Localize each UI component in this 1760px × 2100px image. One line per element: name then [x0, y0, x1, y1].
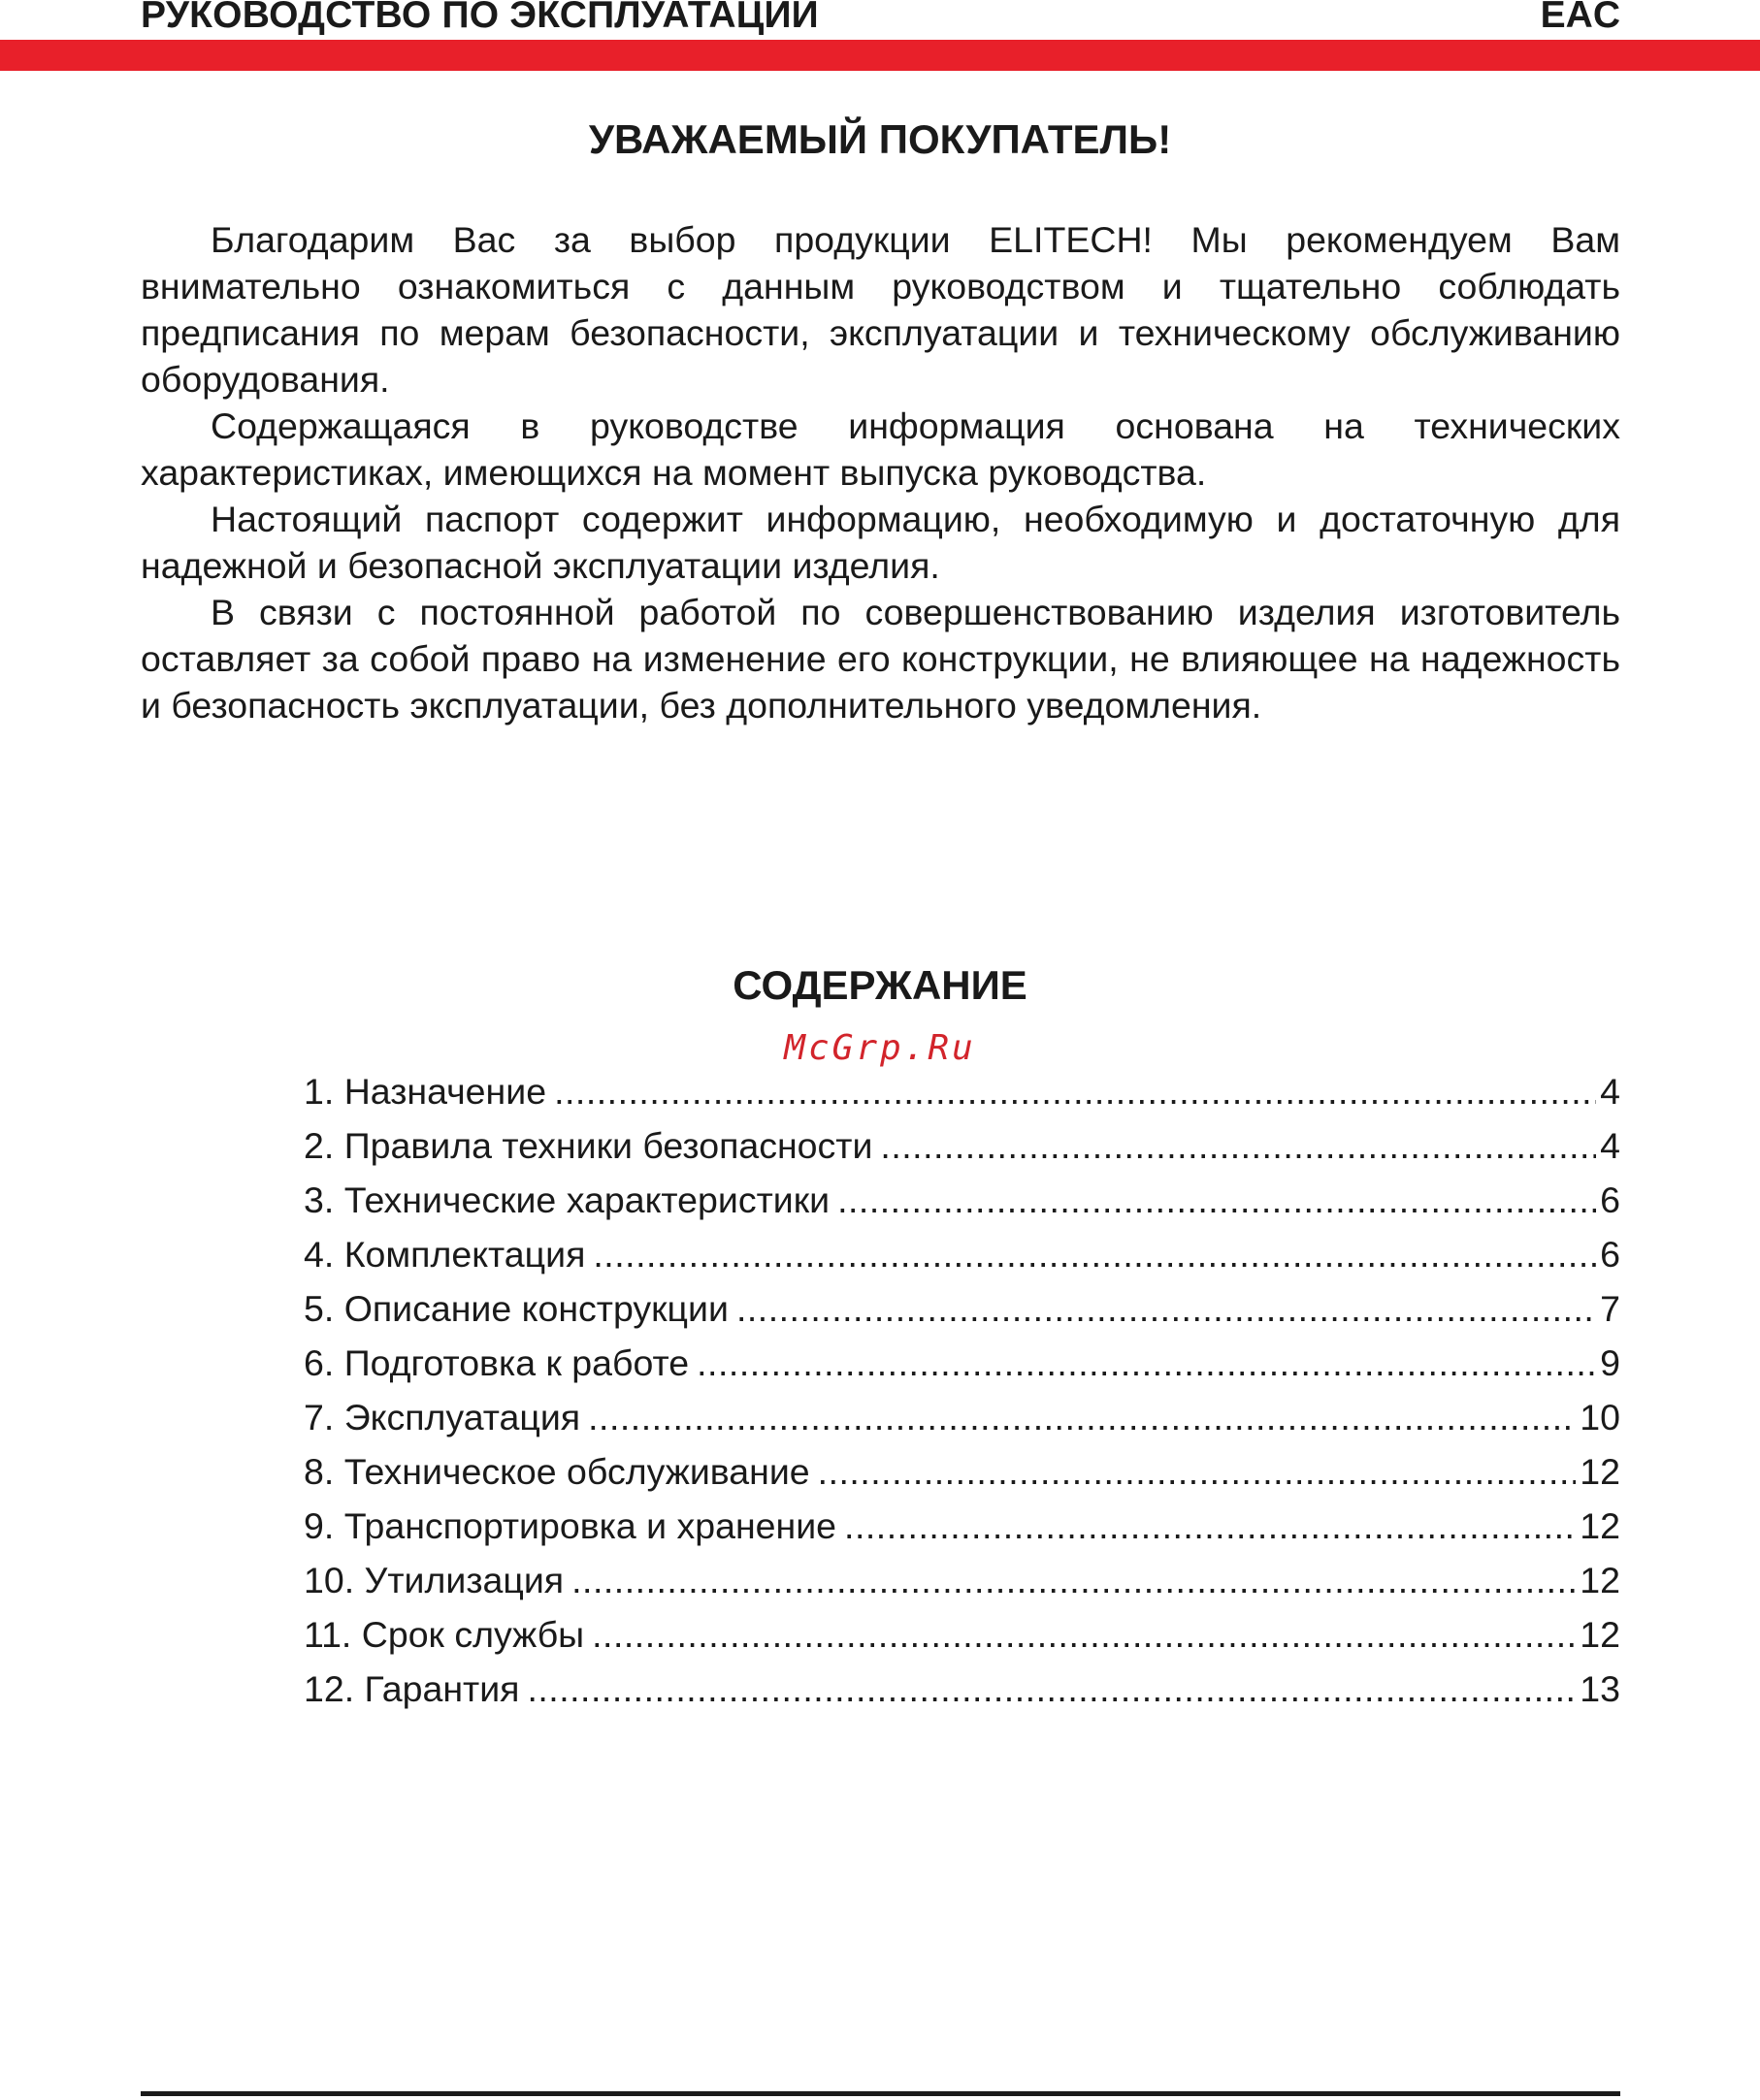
- toc-page-number: 10: [1580, 1397, 1620, 1438]
- toc-page-number: 7: [1600, 1288, 1620, 1329]
- toc-item[interactable]: [304, 1064, 1620, 1118]
- toc-item-label: 7. Эксплуатация: [304, 1397, 581, 1438]
- table-of-contents: [304, 1064, 1620, 1716]
- toc-dot-leader: [844, 1499, 1576, 1553]
- toc-page-number: 12: [1580, 1505, 1620, 1546]
- toc-dot-leader: [527, 1662, 1576, 1716]
- toc-item[interactable]: [304, 1173, 1620, 1227]
- contents-title: СОДЕРЖАНИЕ: [733, 962, 1027, 1008]
- toc-item[interactable]: [304, 1662, 1620, 1716]
- bottom-rule: [141, 2091, 1620, 2096]
- document-header-title: РУКОВОДСТВО ПО ЭКСПЛУАТАЦИИ: [141, 0, 819, 36]
- toc-item[interactable]: [304, 1444, 1620, 1499]
- intro-paragraph: Настоящий паспорт содержит информацию, необходимую и достаточную для надежной и безопасной эксплуатации изделия.: [141, 499, 1620, 586]
- toc-dot-leader: [592, 1607, 1576, 1662]
- toc-dot-leader: [837, 1173, 1596, 1227]
- toc-page-number: 9: [1600, 1342, 1620, 1383]
- toc-item[interactable]: [304, 1607, 1620, 1662]
- toc-item[interactable]: [304, 1336, 1620, 1390]
- toc-item[interactable]: [304, 1499, 1620, 1553]
- toc-item[interactable]: [304, 1227, 1620, 1281]
- toc-page-number: 13: [1580, 1668, 1620, 1709]
- toc-item-label: 6. Подготовка к работе: [304, 1342, 690, 1383]
- toc-page-number: 12: [1580, 1614, 1620, 1655]
- toc-item-label: 5. Описание конструкции: [304, 1288, 729, 1329]
- toc-item-label: 8. Техническое обслуживание: [304, 1451, 810, 1492]
- toc-item-label: 1. Назначение: [304, 1071, 547, 1112]
- toc-page-number: 12: [1580, 1560, 1620, 1600]
- toc-dot-leader: [880, 1118, 1596, 1173]
- watermark-link[interactable]: McGrp.Ru: [784, 1028, 976, 1068]
- intro-paragraph: В связи с постоянной работой по совершенствованию изделия изготовитель оставляет за собой право на изменение его конструкции, не влияющее на надежность и безопасность эксплуатации, без дополнительного уведомления.: [141, 592, 1620, 726]
- intro-text: [141, 216, 1620, 728]
- toc-item-label: 10. Утилизация: [304, 1560, 565, 1600]
- toc-item-label: 3. Технические характеристики: [304, 1179, 831, 1220]
- toc-dot-leader: [818, 1444, 1577, 1499]
- header-red-band: [0, 40, 1760, 71]
- toc-dot-leader: [571, 1553, 1576, 1607]
- toc-page-number: 4: [1600, 1125, 1620, 1166]
- toc-dot-leader: [736, 1281, 1596, 1336]
- toc-dot-leader: [697, 1336, 1596, 1390]
- toc-page-number: 6: [1600, 1179, 1620, 1220]
- toc-page-number: 12: [1580, 1451, 1620, 1492]
- toc-item[interactable]: [304, 1118, 1620, 1173]
- toc-item-label: 12. Гарантия: [304, 1668, 520, 1709]
- greeting-title: УВАЖАЕМЫЙ ПОКУПАТЕЛЬ!: [588, 116, 1172, 162]
- toc-item[interactable]: [304, 1390, 1620, 1444]
- toc-item[interactable]: [304, 1281, 1620, 1336]
- eac-mark: EAC: [1540, 0, 1620, 36]
- toc-item-label: 4. Комплектация: [304, 1234, 586, 1275]
- toc-item[interactable]: [304, 1553, 1620, 1607]
- toc-item-label: 9. Транспортировка и хранение: [304, 1505, 837, 1546]
- toc-page-number: 4: [1600, 1071, 1620, 1112]
- intro-paragraph: Содержащаяся в руководстве информация основана на технических характеристиках, имеющихся на момент выпуска руководства.: [141, 405, 1620, 493]
- toc-dot-leader: [593, 1227, 1596, 1281]
- toc-page-number: 6: [1600, 1234, 1620, 1275]
- toc-item-label: 11. Срок службы: [304, 1614, 585, 1655]
- toc-item-label: 2. Правила техники безопасности: [304, 1125, 873, 1166]
- intro-paragraph: Благодарим Вас за выбор продукции ELITECH! Мы рекомендуем Вам внимательно ознакомиться с данным руководством и тщательно соблюдать предписания по мерам безопасности, эксплуатации и техническому обслуживанию оборудования.: [141, 219, 1620, 400]
- toc-dot-leader: [554, 1064, 1596, 1118]
- toc-dot-leader: [588, 1390, 1576, 1444]
